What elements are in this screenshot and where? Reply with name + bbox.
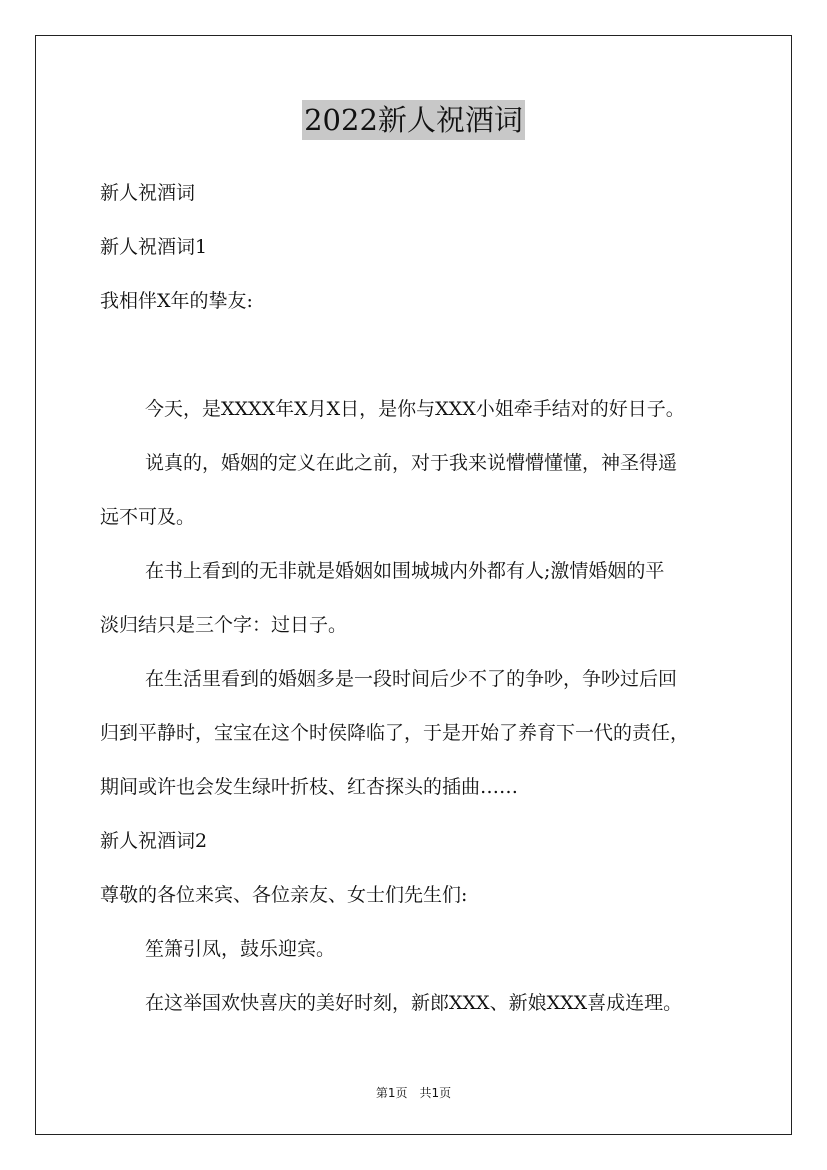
paragraph-line: 在书上看到的无非就是婚姻如围城城内外都有人;激情婚姻的平 bbox=[145, 560, 665, 582]
paragraph-line: 淡归结只是三个字：过日子。 bbox=[100, 614, 348, 636]
salutation-line: 我相伴X年的挚友: bbox=[100, 290, 253, 312]
paragraph-line: 今天，是XXXX年X月X日，是你与XXX小姐牵手结对的好日子。 bbox=[145, 398, 685, 420]
paragraph-line: 远不可及。 bbox=[100, 506, 196, 528]
section-heading-1: 新人祝酒词1 bbox=[100, 236, 208, 258]
paragraph-line: 笙箫引凤，鼓乐迎宾。 bbox=[145, 938, 336, 960]
page-total: 共1页 bbox=[419, 1086, 452, 1100]
document-title-container bbox=[0, 100, 827, 140]
document-title: 2022新人祝酒词 bbox=[302, 100, 525, 140]
paragraph-line: 在这举国欢快喜庆的美好时刻，新郎XXX、新娘XXX喜成连理。 bbox=[145, 992, 683, 1014]
paragraph-line: 在生活里看到的婚姻多是一段时间后少不了的争吵，争吵过后回 bbox=[145, 668, 678, 690]
page-footer bbox=[0, 1084, 827, 1101]
paragraph-line: 期间或许也会发生绿叶折枝、红杏探头的插曲…… bbox=[100, 776, 519, 798]
heading-line: 新人祝酒词 bbox=[100, 182, 196, 204]
salutation-line: 尊敬的各位来宾、各位亲友、女士们先生们: bbox=[100, 884, 468, 906]
paragraph-line: 归到平静时，宝宝在这个时侯降临了，于是开始了养育下一代的责任， bbox=[100, 722, 690, 744]
paragraph-line: 说真的，婚姻的定义在此之前，对于我来说懵懵懂懂，神圣得遥 bbox=[145, 452, 678, 474]
page-number: 第1页 bbox=[375, 1086, 408, 1100]
section-heading-2: 新人祝酒词2 bbox=[100, 830, 208, 852]
